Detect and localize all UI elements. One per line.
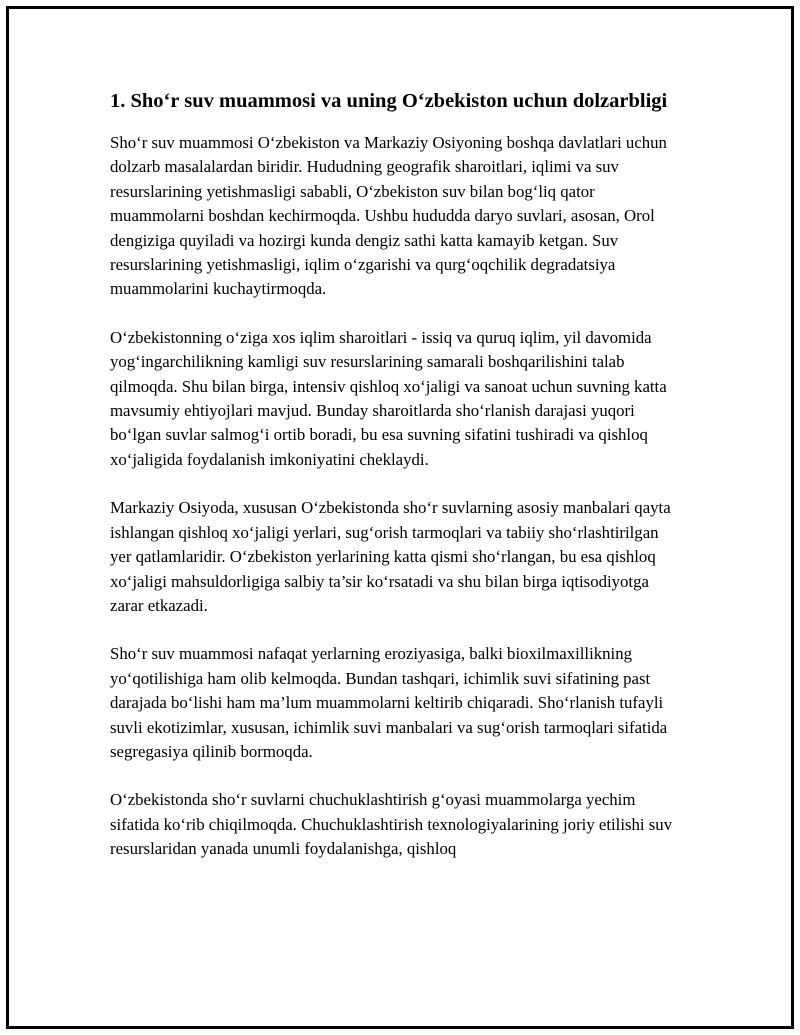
paragraph-4: Sho‘r suv muammosi nafaqat yerlarning eroziyasiga, balki bioxilmaxillikning yo‘qotilishiga ham olib kelmoqda. Bundan tashqari, ichimlik suvi sifatining past darajada bo‘lishi ham ma’lum muammolarni keltirib chiqaradi. Sho‘rlanish tufayli suvli ekotizimlar, xususan, ichimlik suvi manbalari va sug‘orish tarmoqlari sifatida segregasiya qilinib bormoqda. bbox=[110, 644, 668, 761]
paragraph-1: Sho‘r suv muammosi O‘zbekiston va Markaziy Osiyoning boshqa davlatlari uchun dolzarb masalalardan biridir. Hududning geografik sharoitlari, iqlimi va suv resurslarining yetishmasligi sababli, O‘zbekiston suv bilan bog‘liq qator muammolarni boshdan kechirmoqda. Ushbu hududda daryo suvlari, asosan, Orol dengiziga quyiladi va hozirgi kunda dengiz sathi katta kamayib ketgan. Suv resurslarining yetishmasligi, iqlim o‘zgarishi va qurg‘oqchilik degradatsiya muammolarini kuchaytirmoqda. bbox=[110, 133, 667, 299]
section-heading: 1. Sho‘r suv muammosi va uning O‘zbekiston uchun dolzarbligi bbox=[110, 90, 668, 112]
paragraph-3: Markaziy Osiyoda, xususan O‘zbekistonda sho‘r suvlarning asosiy manbalari qayta ishlangan qishloq xo‘jaligi yerlari, sug‘orish tarmoqlari va tabiiy sho‘rlashtirilgan yer qatlamlaridir. O‘zbekiston yerlarining katta qismi sho‘rlangan, bu esa qishloq xo‘jaligi mahsuldorligiga salbiy ta’sir ko‘rsatadi va shu bilan birga iqtisodiyotga zarar etkazadi. bbox=[110, 498, 671, 615]
paragraph-5: O‘zbekistonda sho‘r suvlarni chuchuklashtirish g‘oyasi muammolarga yechim sifatida ko‘rib chiqilmoqda. Chuchuklashtirish texnologiyalarining joriy etilishi suv resurslaridan yanada unumli foydalanishga, qishloq bbox=[110, 790, 673, 859]
paragraph-2: O‘zbekistonning o‘ziga xos iqlim sharoitlari - issiq va quruq iqlim, yil davomida yog‘ingarchilikning kamligi suv resurslarining samarali boshqarilishini talab qilmoqda. Shu bilan birga, intensiv qishloq xo‘jaligi va sanoat uchun suvning katta mavsumiy ehtiyojlari mavjud. Bunday sharoitlarda sho‘rlanish darajasi yuqori bo‘lgan suvlar salmog‘i ortib boradi, bu esa suvning sifatini tushiradi va qishloq xo‘jaligida foydalanish imkoniyatini cheklaydi. bbox=[110, 327, 667, 469]
document-body bbox=[110, 88, 680, 886]
